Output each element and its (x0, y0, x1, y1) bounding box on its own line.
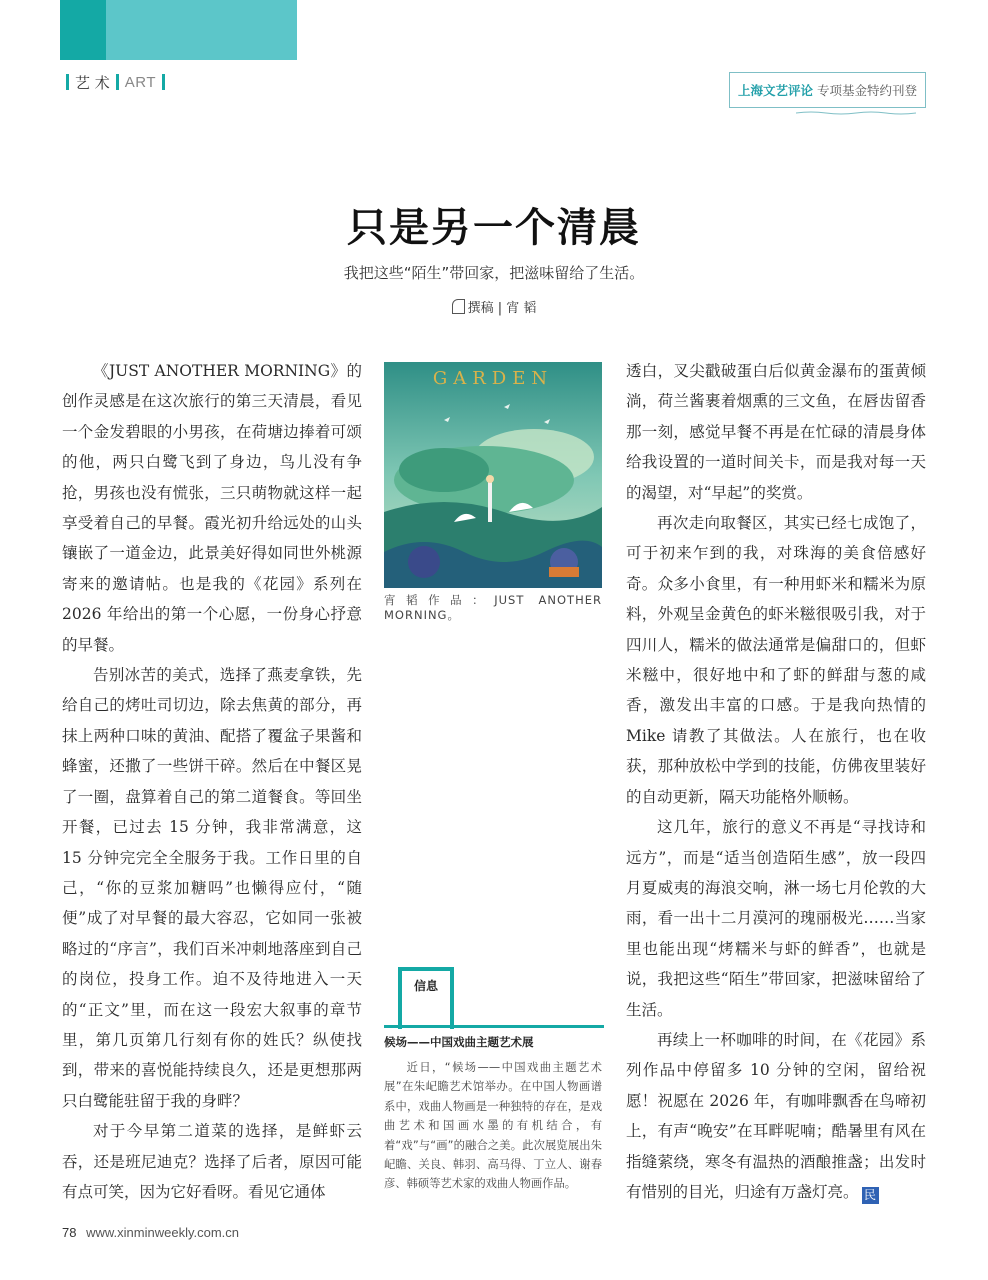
artwork-image (384, 362, 602, 588)
article-title: 只是另一个清晨 (347, 204, 641, 251)
byline-author: 宵 韬 (506, 301, 537, 316)
byline-label: 撰稿 (467, 301, 494, 316)
paragraph-text: 再续上一杯咖啡的时间，在《花园》系列作品中停留多 10 分钟的空闲，留给祝愿！祝愿在 2026 年，有咖啡飘香在鸟啼初上，有声“晚安”在耳畔呢喃；酷暑里有风在指缝萦绕，寒冬有温热的酒酿推盏；出发时有惜别的目光，归途有万盏灯亮。 (626, 1030, 926, 1201)
byline: 撰稿 | 宵 韬 (0, 297, 988, 316)
section-tag (60, 72, 171, 92)
paragraph: 告别冰苦的美式，选择了燕麦拿铁，先给自己的烤吐司切边，除去焦黄的部分，再抹上两种口味的黄油、配搭了覆盆子果酱和蜂蜜，还撒了一些饼干碎。然后在中餐区晃了一圈，盘算着自己的第二道餐食。等回坐开餐，已过去 15 分钟，我非常满意，这 15 分钟完完全全服务于我。工作日里的自己，“你的豆浆加糖吗”也懒得应付，“随便”成了对早餐的最大容忍，它如同一张被略过的“序言”，我们百米冲刺地落座到自己的岗位，投身工作。迫不及待地进入一天的“正文”里，而在这一段宏大叙事的章节里，第几页第几行刻有你的姓氏？纵使找到，带来的喜悦能持续良久，还是更想那两只白鹭能驻留于我的身畔？ (62, 666, 362, 1110)
article-column-right (626, 356, 926, 1207)
info-label: 信息 (413, 979, 438, 993)
figure-caption: 宵韬作品：JUST ANOTHER MORNING。 (384, 593, 602, 622)
paragraph: 透白，叉尖戳破蛋白后似黄金瀑布的蛋黄倾淌，荷兰酱裹着烟熏的三文鱼，在唇齿留香那一刻，感觉早餐不再是在忙碌的清晨身体给我设置的一道时间关卡，而是我对每一天的渴望，对“早起”的奖赏。 (626, 362, 926, 502)
sponsor-brand: 上海文艺评论 (737, 83, 813, 98)
artwork-title: GARDEN (432, 368, 554, 389)
info-title: 候场——中国戏曲主题艺术展 (384, 1035, 534, 1049)
paragraph: 这几年，旅行的意义不再是“寻找诗和远方”，而是“适当创造陌生感”，放一段四月夏威夷的海浪交响，淋一场七月伦敦的大雨，看一出十二月漠河的瑰丽极光……当家里也能出现“烤糯米与虾的鲜香”，也就是说，我把这些“陌生”带回家，把滋味留给了生活。 (626, 818, 926, 1019)
paragraph: 再次走向取餐区，其实已经七成饱了，可于初来乍到的我，对珠海的美食倍感好奇。众多小食里，有一种用虾米和糯米为原料，外观呈金黄色的虾米糍很吸引我，对于四川人，糯米的做法通常是偏甜口的，但虾米糍中，很好地中和了虾的鲜甜与葱的咸香，激发出丰富的口感。于是我向热情的 Mike 请教了其做法。人在旅行，也在收获，那种放松中学到的技能，仿佛夜里装好的自动更新，隔天功能格外顺畅。 (626, 514, 926, 806)
section-divider (162, 74, 165, 90)
paragraph (626, 1025, 926, 1207)
sponsor-text: 专项基金特约刊登 (816, 83, 917, 98)
pen-icon (452, 299, 465, 314)
sponsor-banner (729, 72, 926, 108)
section-name-en: ART (124, 73, 157, 91)
sponsor-ornament (796, 111, 916, 115)
header-color-block-dark (60, 0, 106, 60)
info-text: 近日，“候场——中国戏曲主题艺术展”在朱屺瞻艺术馆举办。在中国人物画谱系中，戏曲人物画是一种独特的存在，是戏曲艺术和国画水墨的有机结合，有着“戏”与“画”的融合之美。此次展览展出朱屺瞻、关良、韩羽、高马得、丁立人、谢春彦、韩硕等艺术家的戏曲人物画作品。 (384, 1061, 602, 1191)
article-subtitle: 我把这些“陌生”带回家，把滋味留给了生活。 (343, 264, 645, 282)
page-number: 78 (62, 1225, 77, 1240)
section-divider (116, 74, 119, 90)
section-name-cn: 艺 术 (75, 73, 110, 92)
paragraph: 《JUST ANOTHER MORNING》的创作灵感是在这次旅行的第三天清晨，看见一个金发碧眼的小男孩，在荷塘边捧着可颂的他，两只白鹭飞到了身边，鸟儿没有争抢，男孩也没有慌张，三只萌物就这样一起享受着自己的早餐。霞光初升给远处的山头镶嵌了一道金边，此景美好得如同世外桃源寄来的邀请帖。也是我的《花园》系列在 2026 年给出的第一个心愿，一份身心抒意的早餐。 (62, 362, 362, 654)
end-mark-icon: 民 (862, 1187, 879, 1204)
info-divider (384, 1025, 604, 1028)
page-footer (62, 1225, 239, 1240)
section-divider (66, 74, 69, 90)
paragraph: 对于今早第二道菜的选择，是鲜虾云吞，还是班尼迪克？选择了后者，原因可能有点可笑，因为它好看呀。看见它通体 (62, 1122, 362, 1201)
header-color-block (60, 0, 297, 60)
website-url: www.xinminweekly.com.cn (86, 1225, 240, 1240)
article-column-left (62, 356, 362, 1207)
